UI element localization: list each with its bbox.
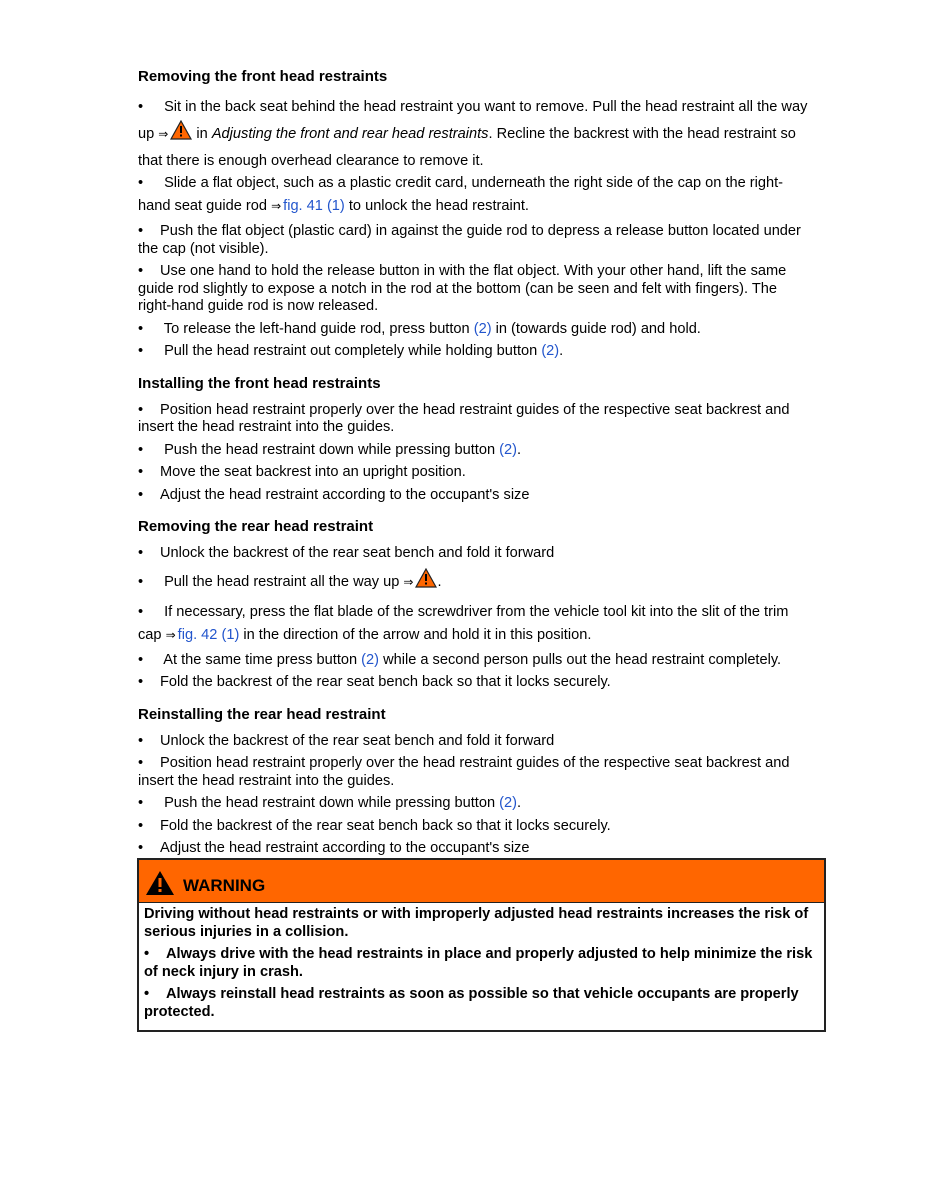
list-item: • Pull the head restraint all the way up ⇒ .: [138, 568, 813, 596]
warning-title: WARNING: [183, 876, 266, 895]
arrow-right-icon: ⇒: [165, 627, 176, 642]
list-item: • Sit in the back seat behind the head restraint you want to remove. Pull the head restraint all the way up ⇒ in Adjusting the front and rear head restraints. Recline the backrest with the head restraint so that there is enough overhead clearance to remove it.: [138, 95, 813, 174]
section-heading: Installing the front head restraints: [138, 374, 381, 392]
list-item: • Push the flat object (plastic card) in against the guide rod to depress a release button located under the cap (not visible).: [138, 223, 813, 258]
arrow-right-icon: ⇒: [403, 574, 414, 589]
list-item: • Pull the head restraint out completely while holding button (2).: [138, 343, 813, 361]
list-item: • Move the seat backrest into an upright position.: [138, 464, 813, 482]
list-item: • Fold the backrest of the rear seat bench back so that it locks securely.: [138, 818, 813, 836]
section-heading: Removing the rear head restraint: [138, 518, 374, 535]
section-heading: Removing the front head restraints: [138, 68, 388, 85]
button-2-link[interactable]: (2): [361, 651, 380, 668]
arrow-right-icon: ⇒: [271, 199, 282, 213]
list-item: • Slide a flat object, such as a plastic credit card, underneath the right side of the cap on the right-hand seat guide rod ⇒ fig. 41 (1) to unlock the head restraint.: [138, 172, 813, 218]
list-item: • To release the left-hand guide rod, press button (2) in (towards guide rod) and hold.: [138, 321, 813, 339]
list-item: • Adjust the head restraint according to the occupant's size: [138, 840, 813, 858]
warning-intro: Driving without head restraints or with improperly adjusted head restraints increases the risk of serious injuries in a collision.: [144, 906, 809, 940]
section-installing-front: [138, 374, 813, 505]
button-2-link[interactable]: (2): [473, 320, 492, 337]
list-item: • Fold the backrest of the rear seat bench back so that it locks securely.: [138, 674, 813, 692]
warning-body: [139, 903, 824, 1030]
manual-page-content: [138, 67, 813, 871]
arrow-right-icon: ⇒: [158, 127, 169, 141]
list-item: • Position head restraint properly over the head restraint guides of the respective seat backrest and insert the head restraint into the guides.: [138, 402, 813, 437]
list-item: • Adjust the head restraint according to the occupant's size: [138, 487, 813, 505]
warning-box: [137, 858, 826, 1032]
button-2-link[interactable]: (2): [499, 441, 517, 458]
warning-header: [139, 860, 824, 903]
button-2-link[interactable]: (2): [541, 343, 560, 359]
warning-bullet: • Always drive with the head restraints in place and properly adjusted to help minimize the risk of neck injury in crash.: [144, 946, 819, 981]
list-item: • Push the head restraint down while pressing button (2).: [138, 795, 813, 813]
list-item: • Unlock the backrest of the rear seat bench and fold it forward: [138, 545, 813, 563]
list-item: • Use one hand to hold the release button in with the flat object. With your other hand, lift the same guide rod slightly to expose a notch in the rod at the bottom (can be seen and felt with fingers). The right-hand guide rod is now released.: [138, 263, 813, 316]
section-heading: Reinstalling the rear head restraint: [138, 705, 386, 723]
figure-link[interactable]: fig. 42 (1): [177, 626, 240, 643]
warning-triangle-icon[interactable]: [170, 120, 192, 149]
list-item: • Push the head restraint down while pressing button (2).: [138, 442, 813, 460]
warning-triangle-icon: [145, 870, 175, 900]
section-removing-front: [138, 67, 813, 361]
section-removing-rear: [138, 517, 813, 692]
list-item: • Position head restraint properly over the head restraint guides of the respective seat backrest and insert the head restraint into the guides.: [138, 755, 813, 790]
cross-reference-title: Adjusting the front and rear head restraints: [211, 126, 489, 142]
list-item: • If necessary, press the flat blade of the screwdriver from the vehicle tool kit into the slit of the trim cap ⇒ fig. 42 (1) in the direction of the arrow and hold it in this position.: [138, 601, 813, 647]
section-reinstalling-rear: [138, 705, 813, 858]
list-item: • At the same time press button (2) while a second person pulls out the head restraint completely.: [138, 652, 813, 670]
warning-triangle-icon[interactable]: [415, 568, 437, 596]
list-item: • Unlock the backrest of the rear seat bench and fold it forward: [138, 733, 813, 751]
warning-bullet: • Always reinstall head restraints as soon as possible so that vehicle occupants are properly protected.: [144, 986, 819, 1021]
figure-link[interactable]: fig. 41 (1): [283, 198, 345, 214]
button-2-link[interactable]: (2): [499, 795, 517, 811]
